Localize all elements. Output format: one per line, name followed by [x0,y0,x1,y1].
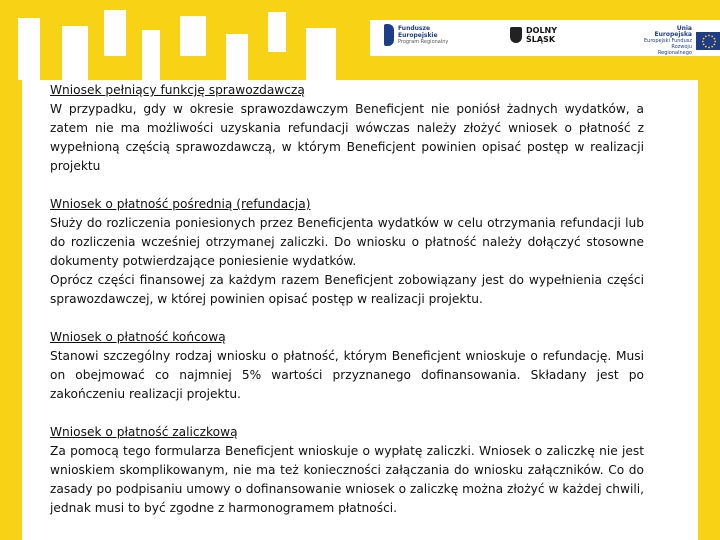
section-sprawozdawczy [50,81,644,176]
fundusze-europejskie-logo [384,24,448,46]
ds-line2: ŚLĄSK [526,35,556,44]
ue-line3: Rozwoju Regionalnego [657,44,692,56]
fe-line2: Europejskie [398,31,438,39]
section-posrednia [50,195,644,309]
fe-line3: Program Regionalny [398,38,449,45]
decor-block [104,10,126,56]
header-band [0,0,720,80]
section-title: Wniosek pełniący funkcję sprawozdawczą [50,83,305,97]
dolny-slask-logo [510,26,557,44]
left-accent-bar [0,80,22,540]
ds-line1: DOLNY [526,26,558,35]
decor-block [18,18,40,80]
section-title: Wniosek o płatność końcową [50,330,226,344]
section-text: Oprócz części finansowej za każdym razem Beneficjent zobowiązany jest do wypełnienia części sprawozdawczej, w której powinien opisać postęp w realizacji projektu. [50,273,644,306]
decor-block [180,16,206,56]
fe-emblem-icon [384,24,394,46]
fe-line1: Fundusze [398,24,431,32]
unia-europejska-logo [640,26,720,56]
decor-block [268,12,286,52]
section-text: Służy do rozliczenia poniesionych przez Beneficjenta wydatków w celu otrzymania refundacji lub do rozliczenia wcześniej otrzymanej zaliczki. Do wniosku o płatność należy dołączyć stosowne dokumenty potwierdzające poniesienie wydatków. [50,216,644,268]
eu-flag-icon [696,32,720,50]
decor-block [142,30,160,80]
section-koncowa [50,328,644,404]
logo-strip [370,20,720,56]
section-title: Wniosek o płatność pośrednią (refundacja) [50,197,311,211]
content-area [50,80,644,540]
decor-block [226,34,248,80]
section-text: W przypadku, gdy w okresie sprawozdawczym Beneficjent nie poniósł żadnych wydatków, a zatem nie ma możliwości uzyskania refundacji wówczas należy złożyć wniosek o płatność z wypełnioną częścią sprawozdawczą, w którym Beneficjent powinien opisać postęp w realizacji projektu [50,102,644,173]
ue-line2: Europejski Fundusz [644,38,692,44]
section-zaliczkowa [50,423,644,518]
section-text: Za pomocą tego formularza Beneficjent wnioskuje o wypłatę zaliczki. Wniosek o zaliczkę nie jest wnioskiem skomplikowanym, nie ma też konieczności załączania do wniosku załączników. Co do zasady po podpisaniu umowy o dofinansowanie wniosek o zaliczkę można złożyć w każdej chwili, jednak musi to być zgodne z harmonogramem płatności. [50,444,644,515]
ue-line1: Unia Europejska [654,25,692,38]
decor-block [62,26,88,80]
section-title: Wniosek o płatność zaliczkową [50,425,238,439]
right-accent-bar [698,80,720,540]
decor-block [306,28,336,80]
crest-icon [510,27,522,43]
section-text: Stanowi szczególny rodzaj wniosku o płatność, którym Beneficjent wnioskuje o refundację. Musi on obejmować co najmniej 5% wartości przyznanego dofinansowania. Składany jest po zakończeniu realizacji projektu. [50,349,644,401]
